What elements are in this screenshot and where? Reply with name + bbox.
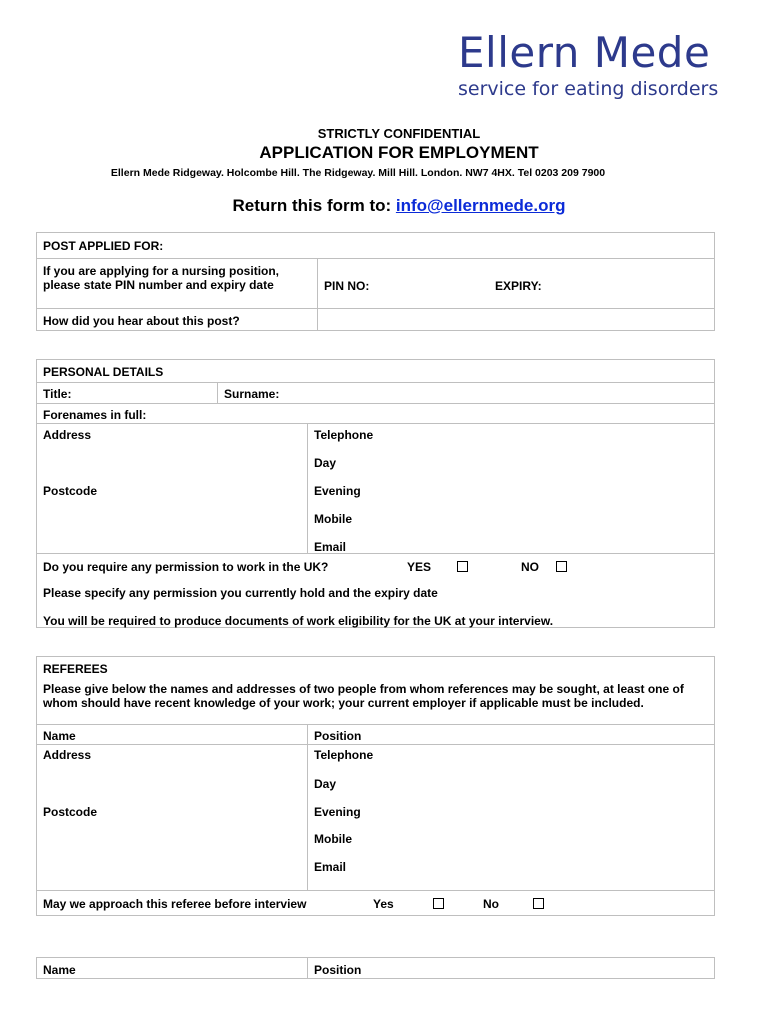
form-title: APPLICATION FOR EMPLOYMENT: [259, 143, 539, 162]
referee-mobile-field[interactable]: Mobile: [314, 832, 352, 846]
approach-question: May we approach this referee before interview: [43, 897, 307, 911]
return-instruction: [0, 196, 770, 216]
email-field[interactable]: Email: [314, 540, 347, 554]
referee-postcode-field[interactable]: Postcode: [43, 805, 98, 819]
post-section: [36, 232, 715, 331]
personal-heading: PERSONAL DETAILS: [43, 365, 164, 379]
referee-evening-field[interactable]: Evening: [314, 805, 361, 819]
referee-address-field[interactable]: Address: [43, 748, 92, 762]
address-field[interactable]: Address: [43, 428, 92, 442]
return-email-link[interactable]: info@ellernmede.org: [395, 196, 566, 215]
approach-no-label: No: [483, 897, 499, 911]
permission-no-label: NO: [521, 560, 539, 574]
referee-day-field[interactable]: Day: [314, 777, 337, 791]
permission-yes-checkbox[interactable]: [457, 561, 468, 572]
referee-telephone-label: Telephone: [314, 748, 374, 762]
referee2-position-field[interactable]: Position: [314, 963, 362, 977]
company-address: Ellern Mede Ridgeway. Holcombe Hill. The Ridgeway. Mill Hill. London. NW7 4HX. Tel 0203 209 7900: [110, 167, 606, 179]
evening-phone-field[interactable]: Evening: [314, 484, 361, 498]
logo-name: Ellern Mede: [458, 28, 711, 77]
personal-details-section: [36, 359, 715, 628]
pin-label[interactable]: PIN NO:: [324, 279, 370, 293]
surname-field[interactable]: Surname:: [224, 387, 280, 401]
forenames-field[interactable]: Forenames in full:: [43, 408, 147, 422]
permission-yes-label: YES: [407, 560, 432, 574]
nursing-question: If you are applying for a nursing position, please state PIN number and expiry date: [43, 264, 280, 292]
day-phone-field[interactable]: Day: [314, 456, 337, 470]
postcode-field[interactable]: Postcode: [43, 484, 98, 498]
approach-yes-label: Yes: [373, 897, 394, 911]
eligibility-note: You will be required to produce documents of work eligibility for the UK at your interview.: [43, 614, 554, 628]
approach-yes-checkbox[interactable]: [433, 898, 444, 909]
mobile-field[interactable]: Mobile: [314, 512, 352, 526]
referee-name-field[interactable]: Name: [43, 729, 76, 743]
referee2-name-field[interactable]: Name: [43, 963, 76, 977]
logo-tagline: service for eating disorders: [458, 78, 719, 100]
referee2-section: [36, 957, 715, 979]
permission-no-checkbox[interactable]: [556, 561, 567, 572]
ellern-mede-logo: [458, 30, 748, 100]
referees-instructions: Please give below the names and addresses of two people from whom references may be sought, at least one of whom should have recent knowledge of your work; your current employer if applicable must be included.: [43, 682, 684, 710]
permission-question: Do you require any permission to work in the UK?: [43, 560, 329, 574]
approach-no-checkbox[interactable]: [533, 898, 544, 909]
title-field[interactable]: Title:: [43, 387, 72, 401]
telephone-label: Telephone: [314, 428, 374, 442]
hear-about-label: How did you hear about this post?: [43, 314, 240, 328]
expiry-label[interactable]: EXPIRY:: [495, 279, 542, 293]
confidential-label: STRICTLY CONFIDENTIAL: [317, 126, 481, 141]
referees-section: [36, 656, 715, 916]
referee-email-field[interactable]: Email: [314, 860, 347, 874]
permission-specify[interactable]: Please specify any permission you currently hold and the expiry date: [43, 586, 438, 600]
referee-position-field[interactable]: Position: [314, 729, 362, 743]
return-label: Return this form to:: [232, 196, 396, 215]
referees-heading: REFEREES: [43, 662, 108, 676]
post-applied-label: POST APPLIED FOR:: [43, 239, 164, 253]
